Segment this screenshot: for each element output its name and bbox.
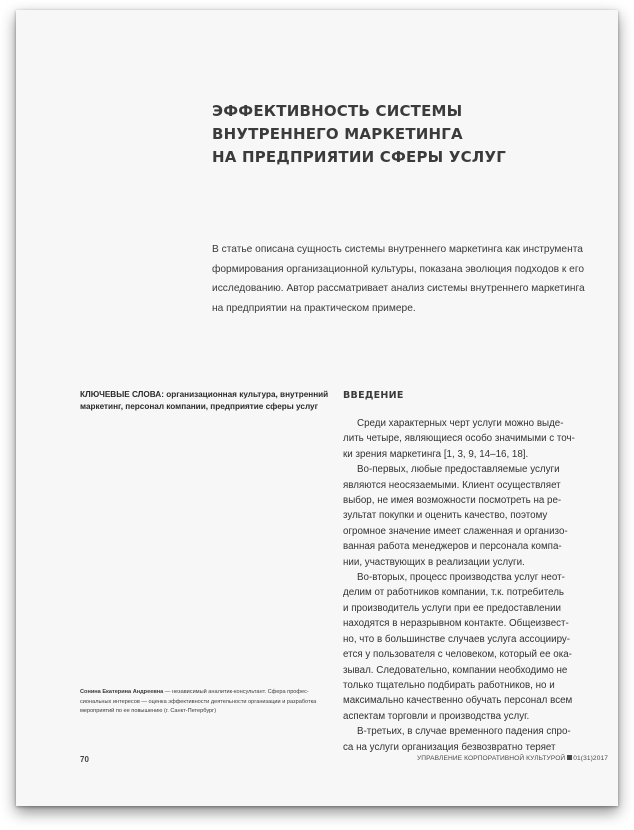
journal-issue: 01(31)2017 xyxy=(573,755,608,762)
body-text xyxy=(343,416,607,755)
author-description: — независимый аналитик-консультант. Сфера профес- xyxy=(163,689,309,695)
abstract-line: исследованию. Автор рассматривает анализ системы внутреннего маркетинга xyxy=(212,283,585,294)
title-line: ЭФФЕКТИВНОСТЬ СИСТЕМЫ xyxy=(212,102,463,120)
body-line: максимально качественно обучать персонал всем xyxy=(343,695,573,707)
body-line: огромное значение имеет слаженная и организо- xyxy=(343,525,568,537)
abstract-line: на предприятии на практическом примере. xyxy=(212,302,416,314)
author-info xyxy=(80,688,342,717)
keywords-text: маркетинг, персонал компании, предприятие сферы услуг xyxy=(80,402,319,411)
body-line: В-третьих, в случае временного падения спро- xyxy=(357,726,571,738)
journal-footer xyxy=(402,755,608,762)
body-line: нии, участвующих в реализации услуги. xyxy=(343,556,525,568)
author-description: сиональных интересов — оценка эффективности деятельности организации и разработка xyxy=(80,698,317,705)
body-line: делим от работников компании, т.к. потребитель xyxy=(343,587,565,599)
body-line: зультат покупки и оценить качество, поэтому xyxy=(343,510,548,522)
body-line: Во-вторых, процесс производства услуг неот- xyxy=(357,572,565,584)
page-number: 70 xyxy=(80,755,89,764)
keywords-block xyxy=(80,389,340,413)
body-line: ки зрения маркетинга [1, 3, 9, 14–16, 18]. xyxy=(343,448,529,460)
title-line: НА ПРЕДПРИЯТИИ СФЕРЫ УСЛУГ xyxy=(212,148,506,166)
body-line: са на услуги организация безвозвратно теряет xyxy=(343,741,556,753)
journal-page xyxy=(16,10,618,806)
author-description: мероприятий по ее повышению (г. Санкт-Петербург) xyxy=(80,708,217,714)
keywords-label: КЛЮЧЕВЫЕ СЛОВА: xyxy=(80,390,164,399)
author-name: Сонина Екатерина Андреевна xyxy=(80,689,164,695)
body-line: лить четыре, являющиеся особо значимыми с точ- xyxy=(343,433,575,445)
body-line: зывал. Следовательно, компании необходимо не xyxy=(343,664,568,676)
square-separator-icon xyxy=(567,755,572,760)
body-line: только тщательно подбирать работников, но и xyxy=(343,679,555,691)
body-line: но, что в большинстве случаев услуга ассоцииру- xyxy=(343,633,571,645)
body-line: Среди характерных черт услуги можно выде- xyxy=(357,418,564,429)
abstract-line: В статье описана сущность системы внутреннего маркетинга как инструмента xyxy=(212,244,583,255)
body-line: являются неосязаемыми. Клиент осуществляет xyxy=(343,479,561,491)
journal-name: УПРАВЛЕНИЕ КОРПОРАТИВНОЙ КУЛЬТУРОЙ xyxy=(416,755,566,762)
section-heading: ВВЕДЕНИЕ xyxy=(343,390,404,401)
body-line: и производитель услуги при ее предоставлении xyxy=(343,602,561,614)
body-line: ванная работа менеджеров и персонала компа- xyxy=(343,541,562,553)
title-line: ВНУТРЕННЕГО МАРКЕТИНГА xyxy=(212,125,463,143)
keywords-text: организационная культура, внутренний xyxy=(166,390,329,399)
article-title xyxy=(212,100,592,169)
body-line: ется у пользователя с человеком, который ее ока- xyxy=(343,649,572,661)
article-abstract xyxy=(212,240,608,318)
body-line: Во-первых, любые предоставляемые услуги xyxy=(357,464,560,476)
body-line: находятся в неразрывном контакте. Общеизвест- xyxy=(343,618,569,630)
body-line: аспектам торговли и производства услуг. xyxy=(343,710,530,722)
body-line: выбор, не имея возможности посмотреть на ре- xyxy=(343,495,562,507)
abstract-line: формирования организационной культуры, показана эволюция подходов к его xyxy=(212,263,585,275)
